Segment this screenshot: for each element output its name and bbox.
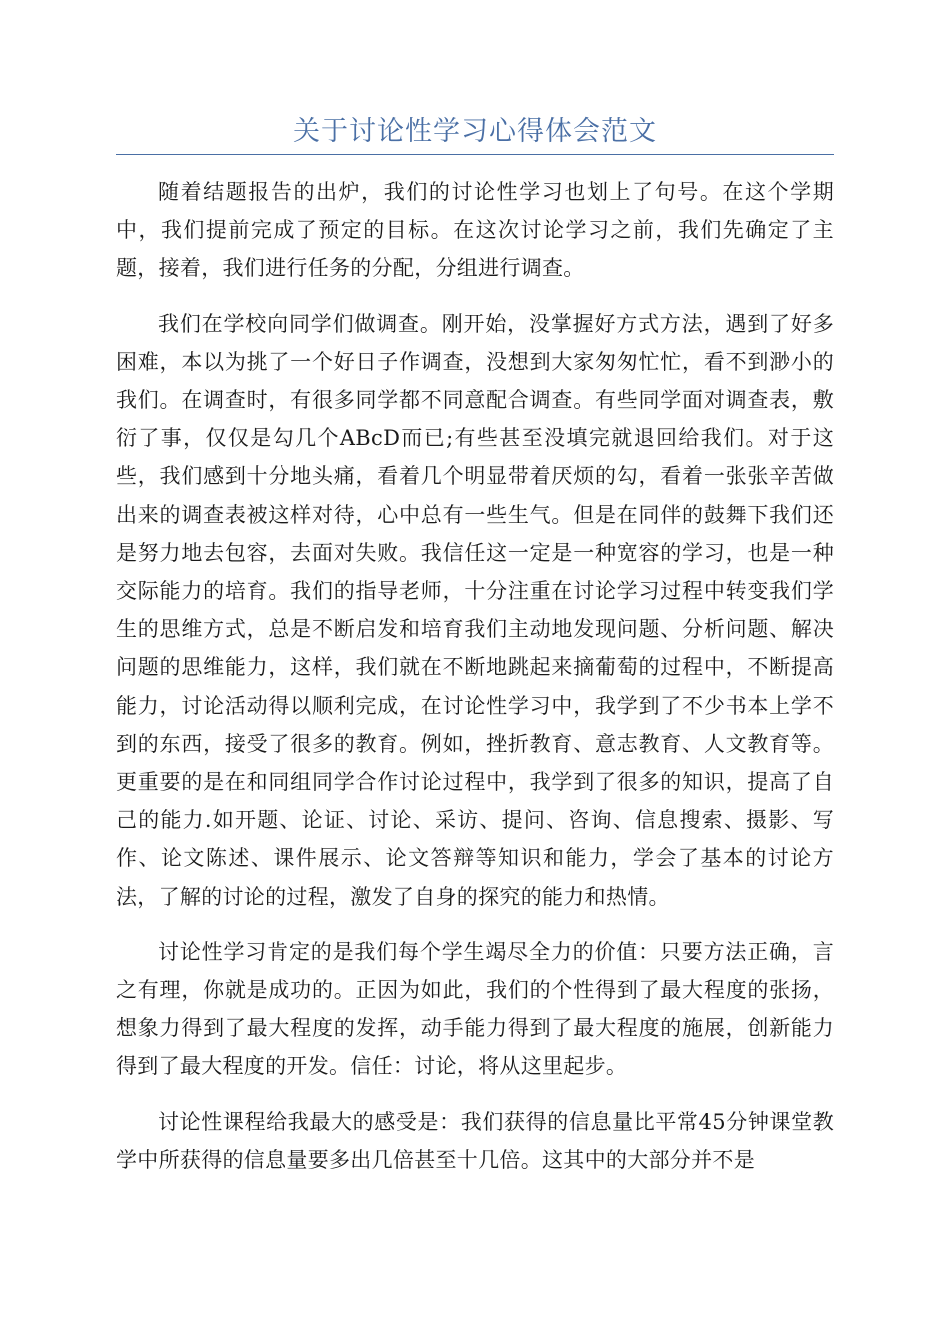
paragraph-4: 讨论性课程给我最大的感受是：我们获得的信息量比平常45分钟课堂教学中所获得的信息量要多出几倍甚至十几倍。这其中的大部分并不是 <box>116 1109 834 1172</box>
paragraph-2: 我们在学校向同学们做调查。刚开始，没掌握好方式方法，遇到了好多困难，本以为挑了一个好日子作调查，没想到大家匆匆忙忙，看不到渺小的我们。在调查时，有很多同学都不同意配合调查。有些同学面对调查表，敷衍了事，仅仅是勾几个ABcD而已;有些甚至没填完就退回给我们。对于这些，我们感到十分地头痛，看着几个明显带着厌烦的勾，看着一张张辛苦做出来的调查表被这样对待，心中总有一些生气。但是在同伴的鼓舞下我们还是努力地去包容，去面对失败。我信任这一定是一种宽容的学习，也是一种交际能力的培育。我们的指导老师，十分注重在讨论学习过程中转变我们学生的思维方式，总是不断启发和培育我们主动地发现问题、分析问题、解决问题的思维能力，这样，我们就在不断地跳起来摘葡萄的过程中，不断提高能力，讨论活动得以顺利完成，在讨论性学习中，我学到了不少书本上学不到的东西，接受了很多的教育。例如，挫折教育、意志教育、人文教育等。更重要的是在和同组同学合作讨论过程中，我学到了很多的知识，提高了自己的能力.如开题、论证、讨论、采访、提问、咨询、信息搜索、摄影、写作、论文陈述、课件展示、论文答辩等知识和能力，学会了基本的讨论方法，了解的讨论的过程，激发了自身的探究的能力和热情。 <box>116 311 834 909</box>
document-title: 关于讨论性学习心得体会范文 <box>293 116 657 147</box>
paragraph-1: 随着结题报告的出炉，我们的讨论性学习也划上了句号。在这个学期中，我们提前完成了预定的目标。在这次讨论学习之前，我们先确定了主题，接着，我们进行任务的分配，分组进行调查。 <box>116 180 834 281</box>
paragraph-3: 讨论性学习肯定的是我们每个学生竭尽全力的价值：只要方法正确，言之有理，你就是成功的。正因为如此，我们的个性得到了最大程度的张扬，想象力得到了最大程度的发挥，动手能力得到了最大程度的施展，创新能力得到了最大程度的开发。信任：讨论，将从这里起步。 <box>116 939 834 1079</box>
document-body <box>116 173 834 1196</box>
title-underline <box>116 154 834 155</box>
